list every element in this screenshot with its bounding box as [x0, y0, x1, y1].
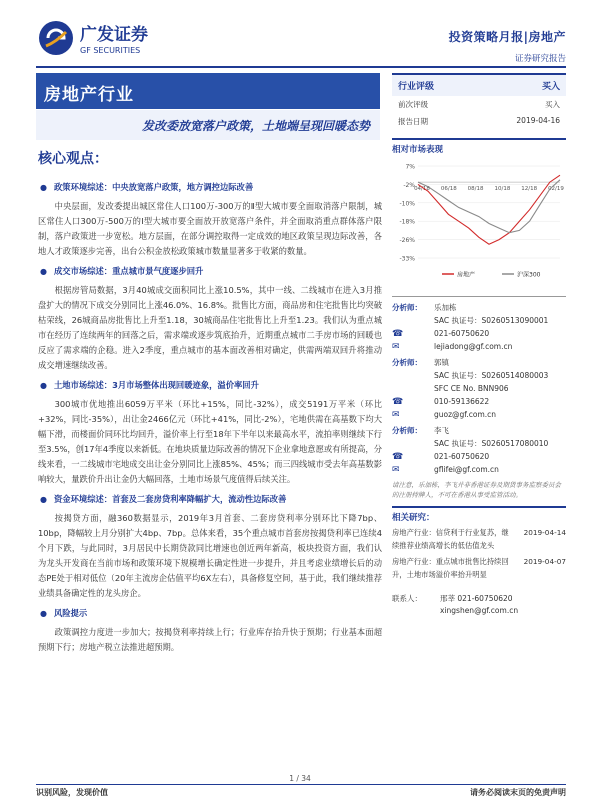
footer-disclaimer: 请务必阅读末页的免责声明: [470, 788, 566, 797]
contact-label: 联系人：: [392, 594, 422, 603]
analyst-phone: 021-60750620: [434, 452, 490, 461]
email-icon: ✉: [392, 464, 400, 475]
x-tick-label: 08/18: [467, 186, 484, 193]
section-body: 300城市优地推出6059万平米（环比+15%，同比-32%），成交5191万平米（环比+32%，同比-35%），出让金2466亿元（环比+41%，同比-2%），宅地供需在高基数下均大幅下滑，而楼面价同环比均回升，溢价率上行至18年下半年以来最高水平，流拍率则继续下行至3.5%，创17年4季度以来新低。在地块质量边际改善的情况下企业拿地意愿或有所提高，分线来看，一二线城市宅地成交出让金分别同比上涨85%、45%；而三四线城市受去年高基数影响较大，量跌价升出让金仍大幅回落，土地市场景气度值得后续关注。: [38, 399, 382, 484]
analyst-name: 乐加栋: [434, 303, 457, 312]
phone-icon: ☎: [392, 396, 404, 407]
analyst-phone: 010-59136622: [434, 397, 490, 406]
related-research-item[interactable]: [392, 526, 566, 552]
report-date-label: 报告日期: [398, 117, 428, 126]
header-right: [449, 28, 566, 64]
related-research-text: 房地产行业：重点城市批售比持续回升，土地市场溢价率抬升明显: [392, 557, 509, 579]
contact-email[interactable]: xingshen@gf.com.cn: [440, 606, 519, 615]
analyst-sfc: SFC CE No. BNN906: [434, 384, 509, 393]
analyst-email[interactable]: lejiadong@gf.com.cn: [434, 342, 513, 351]
related-research-item[interactable]: [392, 555, 566, 581]
y-tick-label: -33%: [399, 255, 415, 263]
section-heading: ● 风险提示: [38, 606, 382, 621]
analyst-sac: SAC 执证号：S0260513090001: [434, 316, 549, 325]
analyst-label: 分析师：: [392, 426, 422, 435]
contact-name-phone: 邢莘 021-60750620: [440, 594, 513, 603]
y-tick-label: -18%: [399, 218, 415, 226]
x-tick-label: 04/18: [414, 186, 430, 193]
report-date-value: 2019-04-16: [516, 116, 560, 125]
x-tick-label: 06/18: [440, 186, 457, 193]
sidebar: [392, 73, 566, 619]
analyst-name: 郭镇: [434, 358, 449, 367]
legend-label: 沪深300: [517, 271, 541, 279]
rating-label: 行业评级: [398, 82, 435, 92]
analyst-label: 分析师：: [392, 358, 422, 367]
analyst-sac: SAC 执证号：S0260514080003: [434, 371, 549, 380]
logo-cn-text: 广发证券: [80, 25, 148, 45]
section-heading: ● 土地市场综述：3月市场整体出现回暖迹象，溢价率回升: [38, 378, 382, 393]
gf-securities-logo: [36, 16, 196, 60]
analyst-card: [392, 301, 566, 353]
analyst-email[interactable]: gflifei@gf.com.cn: [434, 465, 499, 474]
previous-rating-label: 前次评级: [398, 100, 428, 109]
analyst-block: [392, 296, 566, 476]
logo-mark-icon: [36, 16, 196, 60]
section-body: 政策调控力度进一步加大；按揭贷利率持续上行；行业库存抬升快于预期；行业基本面超预期下行；房地产税立法推进超预期。: [38, 627, 382, 652]
legend-label: 房地产: [457, 271, 476, 279]
previous-rating-value: 买入: [545, 100, 560, 109]
related-research-date: 2019-04-14: [523, 528, 566, 537]
market-chart-title: 相对市场表现: [392, 138, 566, 158]
x-tick-label: 10/18: [494, 186, 511, 193]
report-date-row: [392, 113, 566, 130]
industry-title: 房地产行业: [36, 73, 380, 109]
analyst-sac: SAC 执证号：S0260517080010: [434, 439, 549, 448]
series-line: [418, 180, 560, 233]
y-tick-label: -2%: [403, 181, 415, 189]
y-tick-label: -26%: [399, 237, 415, 245]
key-points-heading: 核心观点：: [38, 151, 108, 167]
analyst-email[interactable]: guoz@gf.com.cn: [434, 410, 497, 419]
y-tick-label: -10%: [399, 200, 415, 208]
related-research-text: 房地产行业：信贷利于行业复苏，继续推荐业绩高增长的低估值龙头: [392, 528, 509, 550]
section-heading: ● 政策环境综述：中央放宽落户政策，地方调控边际改善: [38, 180, 382, 195]
analyst-card: [392, 424, 566, 476]
contact-block: [392, 593, 566, 619]
section-body: 中央层面，发改委提出城区常住人口100万-300万的Ⅱ型大城市要全面取消落户限制，城区常住人口300万-500万的Ⅰ型大城市要全面放开放宽落户条件，并全面取消重点群体落户限制，落户政策进一步宽松。地方层面，在部分调控取得一定成效的地区政策呈现边际改善，各地人才政策逐步完善，出台公积金放松政策城市数量显著多于收紧的数量。: [38, 201, 382, 256]
report-type-subtitle: 证券研究报告: [514, 54, 566, 64]
phone-icon: ☎: [392, 328, 404, 339]
email-icon: ✉: [392, 341, 400, 352]
phone-icon: ☎: [392, 451, 404, 462]
section-heading: ● 资金环境综述：首套及二套房贷利率降幅扩大，流动性边际改善: [38, 492, 382, 507]
footer-slogan: 识别风险，发现价值: [36, 788, 108, 797]
logo-en-text: GF SECURITIES: [80, 46, 141, 55]
analyst-name: 李飞: [434, 426, 449, 435]
related-research-date: 2019-04-07: [523, 557, 566, 566]
header-divider: [36, 66, 566, 68]
previous-rating-row: [392, 96, 566, 113]
footer-divider: [36, 784, 566, 785]
x-tick-label: 02/19: [548, 186, 564, 193]
page-number: 1 / 34: [289, 774, 311, 783]
section-body: 按揭贷方面，融360数据显示，2019年3月首套、二套房贷利率分别环比下降7bp、10bp，降幅较上月分别扩大4bp、7bp。总体来看，35个重点城市首套房按揭贷利率已连续4个月下跌，与此同时，3月居民中长期贷款同比增速也创近两年新高，板块投资方面，我们认为龙头开发商在当前市场和政策环境下规模增长确定性进一步提升，并且考虑业绩增长后的动态PE处于相对低位（20年主流房企估值平均6X左右），具备修复空间，基于此，我们继续推荐业绩具备确定性的龙头房企。: [38, 513, 382, 598]
series-line: [418, 175, 560, 244]
main-content: [38, 175, 382, 655]
x-tick-label: 12/18: [521, 186, 538, 193]
analyst-phone: 021-60750620: [434, 329, 490, 338]
report-type-title: 投资策略月报|房地产: [448, 30, 566, 44]
rating-header: [392, 73, 566, 96]
relative-performance-chart: [392, 160, 566, 286]
rating-value: 买入: [541, 82, 560, 92]
disclaimer-note: 请注意，乐加栋，李飞并非香港证券及期货事务监察委员会的注册持牌人，不可在香港从事受监管活动。: [392, 481, 561, 499]
analyst-label: 分析师：: [392, 303, 422, 312]
report-headline: 发改委放宽落户政策，土地端呈现回暖态势: [36, 110, 380, 140]
y-tick-label: 7%: [405, 163, 415, 171]
analyst-card: [392, 356, 566, 421]
section-heading: ● 成交市场综述：重点城市景气度逐步回升: [38, 264, 382, 279]
related-research-title: 相关研究：: [392, 506, 566, 523]
email-icon: ✉: [392, 409, 400, 420]
section-body: 根据房管局数据，3月40城成交面积同比上涨10.5%，其中一线、二线城市在进入3月推盘扩大的情况下成交分别同比上涨46.0%、16.8%。批售比方面，商品房和住宅批售比均突破枯荣线，26城商品房批售比上升至1.18，30城商品住宅批售比上升至1.23。我们认为重点城市在经历了连续两年的回落之后，需求端或逐步筑底抬升，近期重点城市二手房市场的回暖也反应了需求端的企稳。进入2季度，重点城市的基本面改善相对确定，供需两端双回升将推动成交增速继续改善。: [38, 285, 382, 370]
